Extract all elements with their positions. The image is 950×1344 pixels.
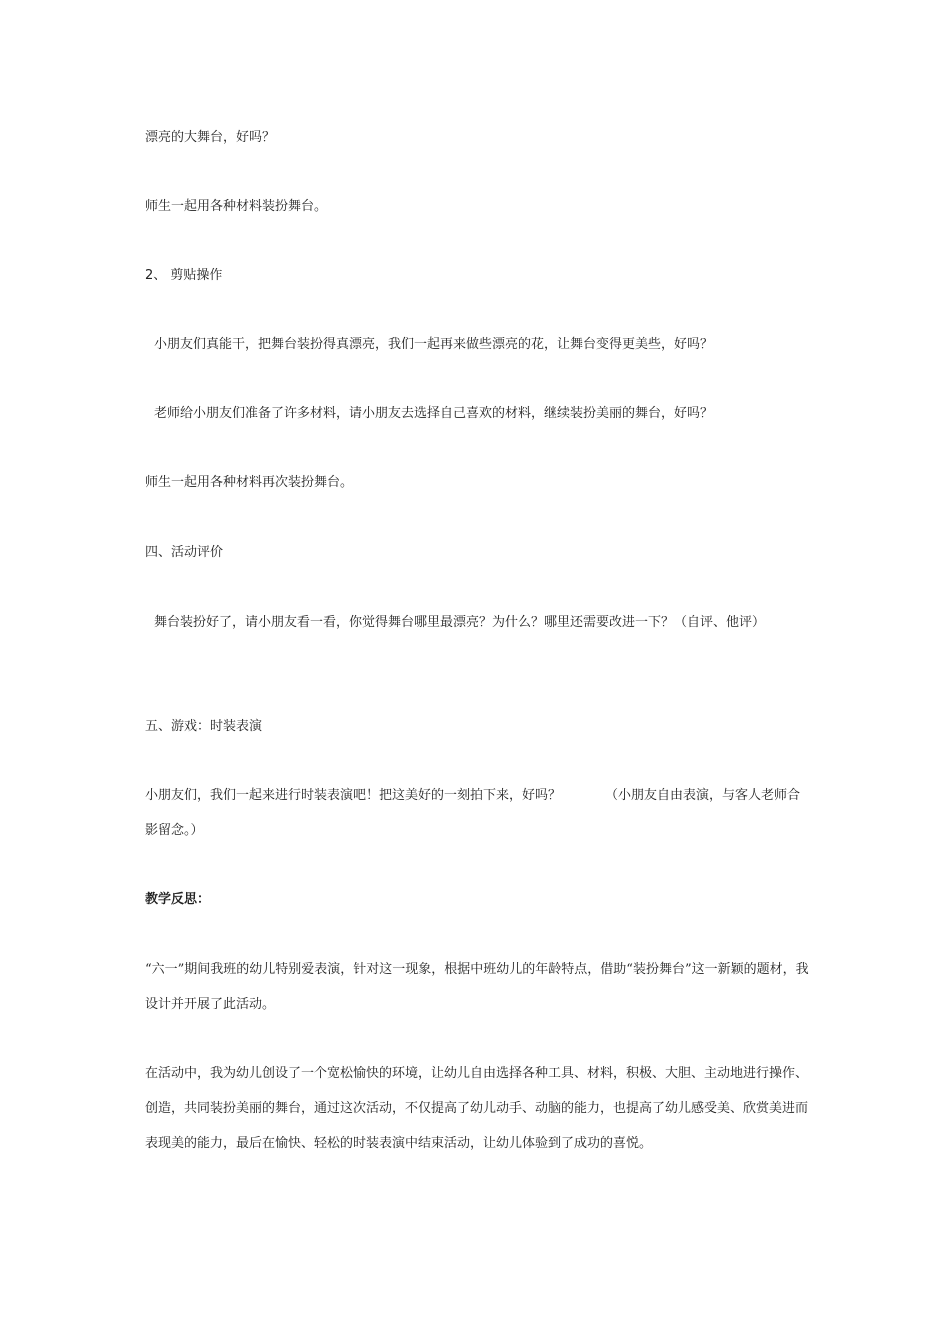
paragraph-fashion-show (145, 778, 810, 848)
paragraph-choose-materials: 老师给小朋友们准备了许多材料，请小朋友去选择自己喜欢的材料，继续装扮美丽的舞台，好吗？ (154, 406, 714, 421)
paragraph-reflection-intro: “六一”期间我班的幼儿特别爱表演，针对这一现象，根据中班幼儿的年龄特点，借助“装扮舞台”这一新颖的题材，我设计并开展了此活动。 (145, 962, 809, 1012)
paragraph-decorate-again: 师生一起用各种材料再次装扮舞台。 (145, 475, 354, 490)
paragraph-stage-invite: 漂亮的大舞台，好吗？ (145, 130, 276, 145)
paragraph-evaluation: 舞台装扮好了，请小朋友看一看，你觉得舞台哪里最漂亮？为什么？哪里还需要改进一下？（自评、他评） (154, 615, 766, 630)
section-heading-fashion-show: 五、游戏：时装表演 (145, 719, 263, 734)
section-heading-evaluation: 四、活动评价 (145, 545, 224, 560)
paragraph-decorate-stage: 师生一起用各种材料装扮舞台。 (145, 199, 328, 214)
fashion-show-invite: 小朋友们，我们一起来进行时装表演吧！把这美好的一刻拍下来，好吗？ (145, 788, 562, 803)
section-heading-cut-paste (145, 258, 810, 293)
section-number: 2、 (145, 268, 167, 283)
paragraph-make-flowers: 小朋友们真能干，把舞台装扮得真漂亮，我们一起再来做些漂亮的花，让舞台变得更美些，好吗？ (154, 337, 714, 352)
paragraph-reflection-body: 在活动中，我为幼儿创设了一个宽松愉快的环境，让幼儿自由选择各种工具、材料，积极、大胆、主动地进行操作、创造，共同装扮美丽的舞台，通过这次活动，不仅提高了幼儿动手、动脑的能力，也提高了幼儿感受美、欣赏美进而表现美的能力，最后在愉快、轻松的时装表演中结束活动，让幼儿体验到了成功的喜悦。 (145, 1066, 809, 1151)
section-title: 剪贴操作 (170, 268, 223, 283)
heading-teaching-reflection: 教学反思： (145, 892, 211, 907)
fashion-show-note: （小朋友自由表演，与客人老师合影留念。） (145, 788, 801, 838)
